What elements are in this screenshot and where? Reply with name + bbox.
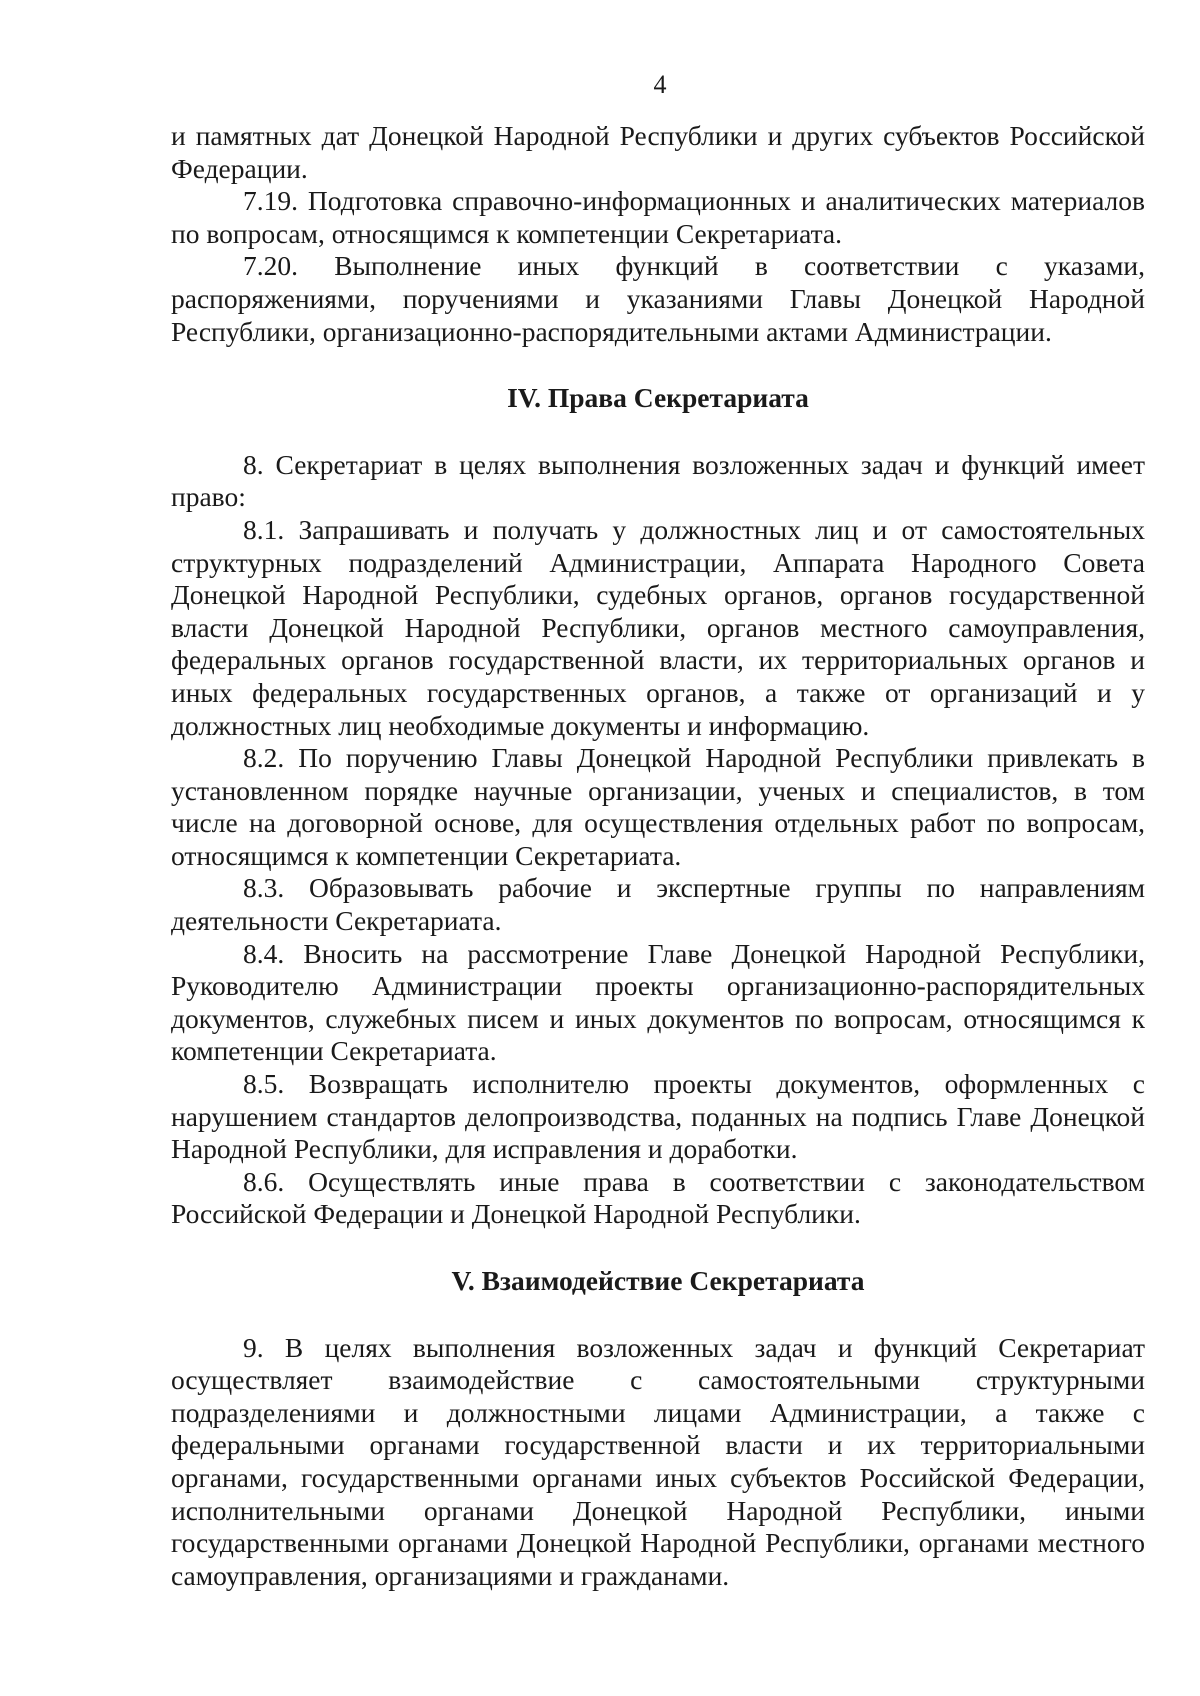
document-body (171, 120, 1145, 1592)
paragraph-continuation: и памятных дат Донецкой Народной Республики и других субъектов Российской Федерации. (171, 120, 1145, 184)
paragraph-7-20: 7.20. Выполнение иных функций в соответствии с указами, распоряжениями, поручениями и указаниями Главы Донецкой Народной Республики, организационно-распорядительными актами Администрации. (171, 250, 1145, 347)
paragraph-8-2: 8.2. По поручению Главы Донецкой Народной Республики привлекать в установленном порядке научные организации, ученых и специалистов, в том числе на договорной основе, для осуществления отдельных работ по вопросам, относящимся к компетенции Секретариата. (171, 742, 1145, 871)
paragraph-8-4: 8.4. Вносить на рассмотрение Главе Донецкой Народной Республики, Руководителю Администрации проекты организационно-распорядительных документов, служебных писем и иных документов по вопросам, относящимся к компетенции Секретариата. (171, 937, 1145, 1067)
paragraph-8-3: 8.3. Образовывать рабочие и экспертные группы по направлениям деятельности Секретариата. (171, 872, 1145, 937)
paragraph-8-6: 8.6. Осуществлять иные права в соответствии с законодательством Российской Федерации и Донецкой Народной Республики. (171, 1165, 1145, 1230)
paragraph-9: 9. В целях выполнения возложенных задач и функций Секретариат осуществляет взаимодействие с самостоятельными структурными подразделениями и должностными лицами Администрации, а также с федеральными органами государственной власти и их территориальными органами, государственными органами иных субъектов Российской Федерации, исполнительными органами Донецкой Народной Республики, иными государственными органами Донецкой Народной Республики, органами местного самоуправления, организациями и гражданами. (171, 1331, 1145, 1591)
page-number: 4 (653, 70, 667, 99)
paragraph-8: 8. Секретариат в целях выполнения возложенных задач и функций имеет право: (171, 448, 1145, 513)
paragraph-7-19: 7.19. Подготовка справочно-информационных и аналитических материалов по вопросам, относящимся к компетенции Секретариата. (171, 185, 1145, 249)
section-iv-heading: IV. Права Секретариата (507, 382, 809, 414)
paragraph-8-1: 8.1. Запрашивать и получать у должностных лиц и от самостоятельных структурных подразделений Администрации, Аппарата Народного Совета Донецкой Народной Республики, судебных органов, органов государственной власти Донецкой Народной Республики, органов местного самоуправления, федеральных органов государственной власти, их территориальных органов и иных федеральных государственных органов, а также от организаций и у должностных лиц необходимые документы и информацию. (171, 513, 1145, 741)
paragraph-8-5: 8.5. Возвращать исполнителю проекты документов, оформленных с нарушением стандартов делопроизводства, поданных на подпись Главе Донецкой Народной Республики, для исправления и доработки. (171, 1068, 1145, 1165)
section-v-heading: V. Взаимодействие Секретариата (451, 1265, 865, 1296)
